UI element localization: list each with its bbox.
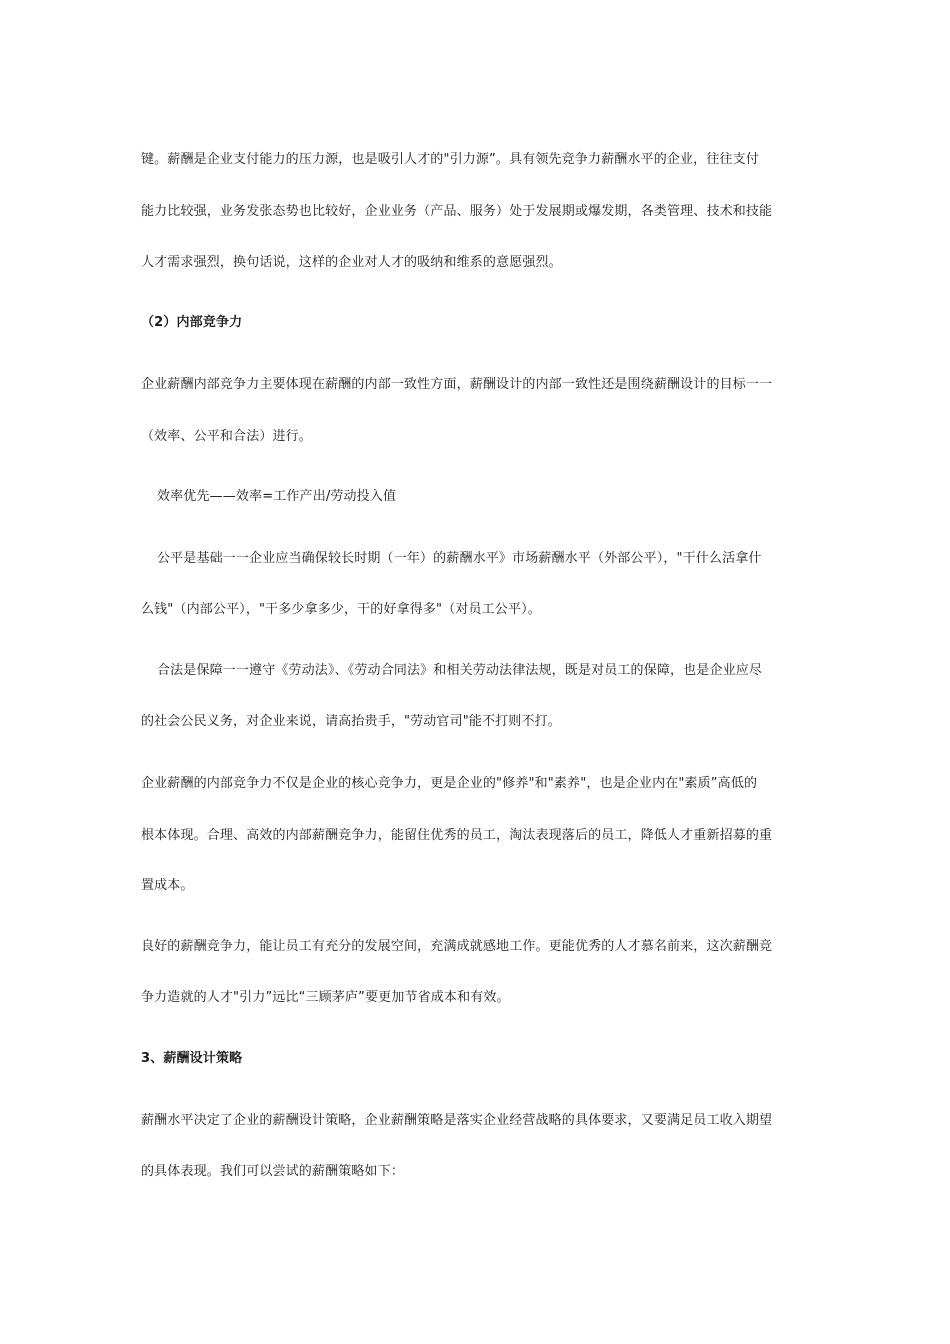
paragraph-line: 效率优先——效率=工作产出/劳动投入值 [157, 489, 397, 504]
paragraph-line: 企业薪酬内部竞争力主要体现在薪酬的内部一致性方面，薪酬设计的内部一致性还是围绕薪酬设计的目标一一 [141, 377, 773, 392]
paragraph-line: 置成本。 [141, 878, 194, 893]
paragraph-line: 根本体现。合理、高效的内部薪酬竞争力，能留住优秀的员工，淘汰表现落后的员工，降低人才重新招募的重 [141, 828, 773, 843]
paragraph-line: 合法是保障一一遵守《劳动法》、《劳动合同法》和相关劳动法律法规，既是对员工的保障，也是企业应尽 [157, 663, 763, 678]
paragraph-line: 薪酬水平决定了企业的薪酬设计策略，企业薪酬策略是落实企业经营战略的具体要求，又要满足员工收入期望 [141, 1113, 773, 1128]
paragraph-line: 么钱"（内部公平），"干多少拿多少，干的好拿得多"（对员工公平）。 [141, 602, 541, 617]
paragraph-line: 企业薪酬的内部竞争力不仅是企业的核心竞争力，更是企业的"修养"和"素养"，也是企业内在"素质”高低的 [141, 776, 758, 791]
paragraph-line: 键。薪酬是企业支付能力的压力源，也是吸引人才的"引力源”。具有领先竞争力薪酬水平的企业，往往支付 [141, 152, 759, 167]
section-heading: 3、薪酬设计策略 [141, 1051, 243, 1066]
paragraph-line: 人才需求强烈，换句话说，这样的企业对人才的吸纳和维系的意愿强烈。 [141, 255, 562, 270]
section-heading: （2）内部竞争力 [141, 315, 243, 330]
paragraph-line: 能力比较强，业务发张态势也比较好，企业业务（产品、服务）处于发展期或爆发期，各类管理、技术和技能 [141, 204, 773, 219]
paragraph-line: 的具体表现。我们可以尝试的薪酬策略如下： [141, 1164, 405, 1179]
paragraph-line: 争力造就的人才"引力”远比“三顾茅庐”要更加节省成本和有效。 [141, 990, 510, 1005]
paragraph-line: 良好的薪酬竞争力，能让员工有充分的发展空间，充满成就感地工作。更能优秀的人才慕名前来，这次薪酬竞 [141, 939, 773, 954]
paragraph-line: （效率、公平和合法）进行。 [141, 429, 312, 444]
paragraph-line: 的社会公民义务，对企业来说，请高抬贵手，"劳动官司"能不打则不打。 [141, 714, 561, 729]
paragraph-line: 公平是基础一一企业应当确保较长时期（一年）的薪酬水平》市场薪酬水平（外部公平），"干什么活拿什 [157, 551, 762, 566]
